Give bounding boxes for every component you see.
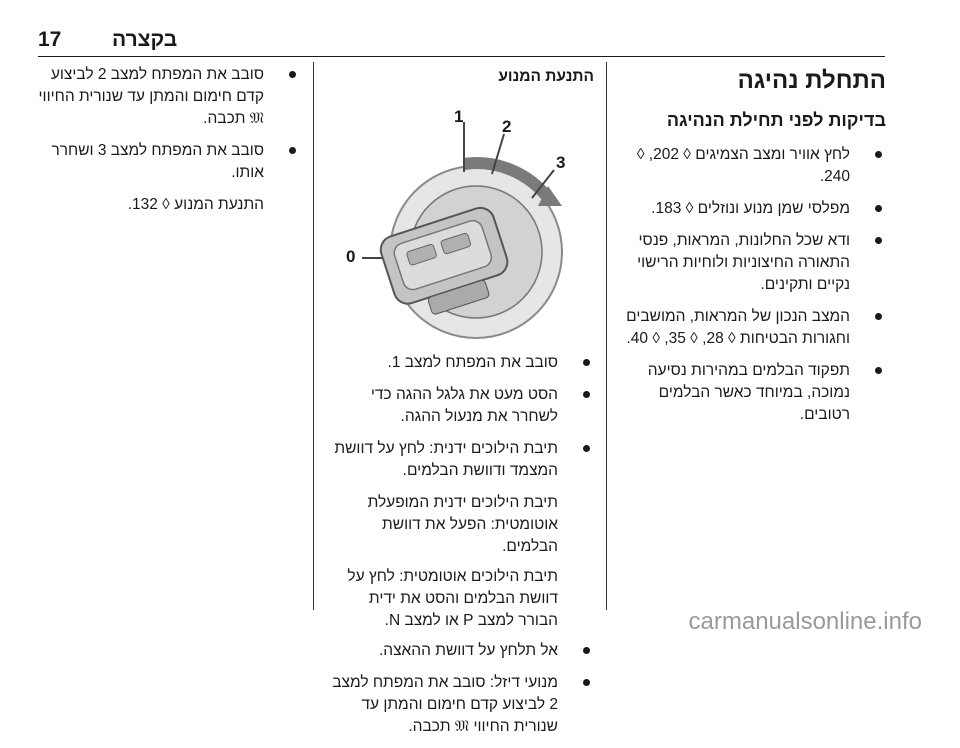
reference-text: התנעת המנוע ◊ 132. [127,196,264,213]
column-divider-right [606,62,607,610]
column-middle [326,64,594,748]
list-item: ודא שכל החלונות, המראות, פנסי התאורה החיצוניות ולוחיות הרישוי נקיים ותקינים. [622,230,886,296]
list-item: לחץ אוויר ומצב הצמיגים ◊ 202, ◊ 240. [622,144,886,188]
list-item: המצב הנכון של המראות, המושבים וחגורות הבטיחות ◊ 28, ◊ 35, ◊ 40. [622,306,886,350]
subheading-checks: בדיקות לפני תחילת הנהיגה [666,110,886,130]
section-title: בקצרה [112,28,178,51]
page-header [38,22,885,57]
paragraph: תיבת הילוכים ידנית המופעלת אוטומטית: הפעל את דוושת הבלמים. [367,494,558,555]
position-label-0: 0 [346,247,356,266]
list-item: סובב את המפתח למצב 3 ושחרר אותו. [38,140,300,184]
position-label-1: 1 [454,107,464,126]
watermark: carmanualsonline.info [688,608,922,635]
column-left [38,64,300,224]
position-label-2: 2 [502,117,512,136]
column-divider-left [313,62,314,610]
ignition-key-image [326,102,594,342]
list-item: הסט מעט את גלגל ההגה כדי לשחרר את מנעול ההגה. [326,384,594,428]
list-item: תפקוד הבלמים במהירות נסיעה נמוכה, במיוחד כאשר הבלמים רטובים. [622,360,886,426]
continue-steps-list [38,64,300,184]
column-right [622,64,886,436]
list-item: אל תלחץ על דוושת ההאצה. [326,640,594,662]
list-item: סובב את המפתח למצב 1. [326,352,594,374]
heading-start-driving: התחלת נהיגה [737,67,886,94]
start-steps-list [326,352,594,482]
checks-list [622,144,886,426]
start-steps-list-2 [326,640,594,738]
list-item: מנועי דיזל: סובב את המפתח למצב 2 לביצוע קדם חימום והמתן עד שנורית החיווי 𝔐 תכבה. [326,672,594,738]
heading-engine-start: התנעת המנוע [498,68,594,85]
page-number: 17 [38,28,62,51]
ignition-key-illustration [326,102,594,342]
position-label-3: 3 [556,153,566,172]
list-item: תיבת הילוכים ידנית: לחץ על דוושת המצמד ודוושת הבלמים. [326,438,594,482]
list-item: מפלסי שמן מנוע ונוזלים ◊ 183. [622,198,886,220]
paragraph: תיבת הילוכים אוטומטית: לחץ על דוושת הבלמים והסט את ידית הבורר למצב P או למצב N. [347,568,558,629]
list-item: סובב את המפתח למצב 2 לביצוע קדם חימום והמתן עד שנורית החיווי 𝔐 תכבה. [38,64,300,130]
